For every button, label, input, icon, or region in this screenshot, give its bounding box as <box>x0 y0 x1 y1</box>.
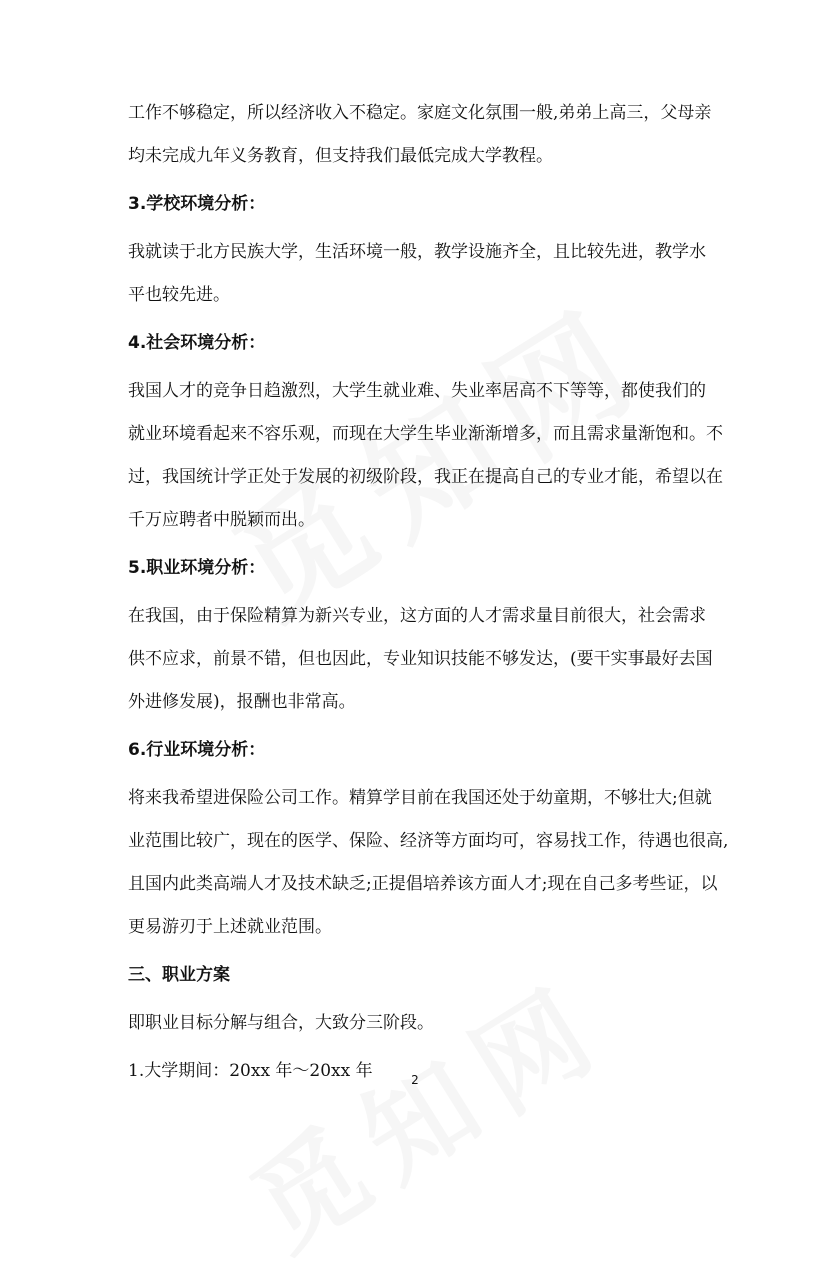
section-heading: 三、职业方案 <box>128 965 230 985</box>
paragraph-line: 业范围比较广，现在的医学、保险、经济等方面均可，容易找工作，待遇也很高, <box>128 831 729 851</box>
page-number: 2 <box>411 1073 419 1087</box>
paragraph-line: 更易游刃于上述就业范围。 <box>128 917 332 937</box>
paragraph-line: 过，我国统计学正处于发展的初级阶段，我正在提高自己的专业才能，希望以在 <box>128 467 723 487</box>
section-heading: 6.行业环境分析： <box>128 740 266 760</box>
paragraph-line: 即职业目标分解与组合，大致分三阶段。 <box>128 1013 434 1033</box>
paragraph-line: 在我国，由于保险精算为新兴专业，这方面的人才需求量目前很大，社会需求 <box>128 606 706 626</box>
paragraph-line: 均未完成九年义务教育，但支持我们最低完成大学教程。 <box>128 146 553 166</box>
paragraph-line: 工作不够稳定，所以经济收入不稳定。家庭文化氛围一般,弟弟上高三，父母亲 <box>128 103 712 123</box>
section-heading: 3.学校环境分析： <box>128 194 266 214</box>
document-body <box>128 103 729 1081</box>
section-heading: 5.职业环境分析： <box>128 558 266 578</box>
paragraph-line: 外进修发展)，报酬也非常高。 <box>128 692 356 712</box>
paragraph-line: 1.大学期间：20xx 年～20xx 年 <box>128 1061 373 1081</box>
paragraph-line: 将来我希望进保险公司工作。精算学目前在我国还处于幼童期，不够壮大;但就 <box>128 788 712 808</box>
paragraph-line: 我就读于北方民族大学，生活环境一般，教学设施齐全，且比较先进，教学水 <box>128 242 706 262</box>
paragraph-line: 我国人才的竞争日趋激烈，大学生就业难、失业率居高不下等等，都使我们的 <box>128 381 706 401</box>
paragraph-line: 供不应求，前景不错，但也因此，专业知识技能不够发达，(要干实事最好去国 <box>128 649 713 669</box>
paragraph-line: 千万应聘者中脱颖而出。 <box>128 510 315 530</box>
paragraph-line: 平也较先进。 <box>128 285 230 305</box>
paragraph-line: 就业环境看起来不容乐观，而现在大学生毕业渐渐增多，而且需求量渐饱和。不 <box>128 424 723 444</box>
paragraph-line: 且国内此类高端人才及技术缺乏;正提倡培养该方面人才;现在自己多考些证，以 <box>128 874 718 894</box>
section-heading: 4.社会环境分析： <box>128 333 266 353</box>
